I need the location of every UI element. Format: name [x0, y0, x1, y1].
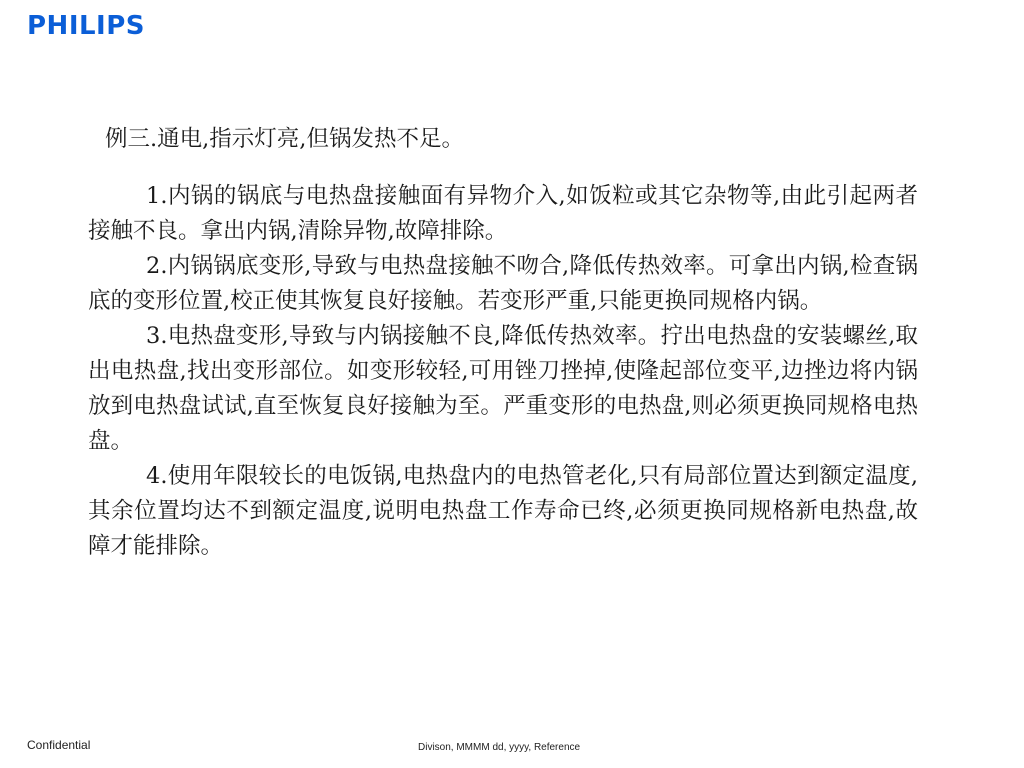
list-item: 3.电热盘变形,导致与内锅接触不良,降低传热效率。拧出电热盘的安装螺丝,取出电热盘,找出变形部位。如变形较轻,可用锉刀挫掉,使隆起部位变平,边挫边将内锅放到电热盘试试,直至恢复良好接触为至。严重变形的电热盘,则必须更换同规格电热盘。: [88, 323, 918, 454]
list-item: 1.内锅的锅底与电热盘接触面有异物介入,如饭粒或其它杂物等,由此引起两者接触不良。拿出内锅,清除异物,故障排除。: [88, 183, 918, 244]
footer-reference: Divison, MMMM dd, yyyy, Reference: [418, 742, 581, 753]
example-heading: 例三.通电,指示灯亮,但锅发热不足。: [105, 126, 464, 152]
list-item: 4.使用年限较长的电饭锅,电热盘内的电热管老化,只有局部位置达到额定温度,其余位置均达不到额定温度,说明电热盘工作寿命已终,必须更换同规格新电热盘,故障才能排除。: [88, 463, 918, 559]
confidential-label: Confidential: [27, 738, 91, 752]
list-item: 2.内锅锅底变形,导致与电热盘接触不吻合,降低传热效率。可拿出内锅,检查锅底的变形位置,校正使其恢复良好接触。若变形严重,只能更换同规格内锅。: [88, 253, 918, 314]
slide-body: [88, 122, 918, 564]
philips-logo: PHILIPS: [27, 11, 146, 41]
